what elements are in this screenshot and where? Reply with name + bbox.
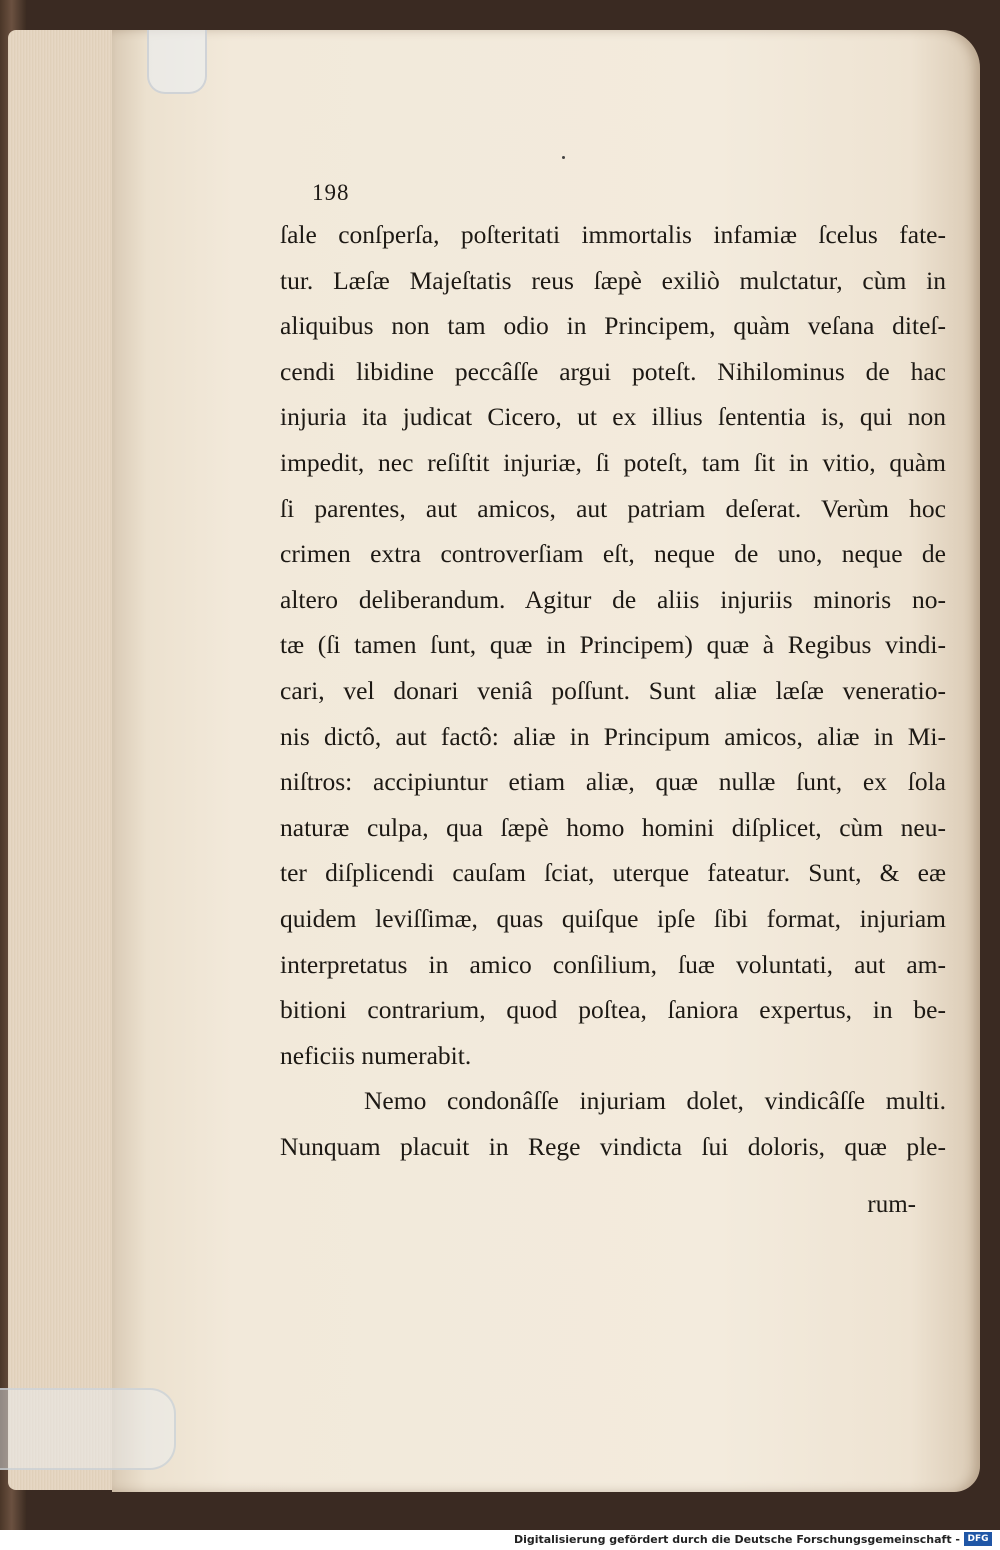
text-line: ſi parentes, aut amicos, aut patriam deſerat. Verùm hoc	[280, 493, 946, 523]
dfg-logo: DFG	[964, 1532, 992, 1546]
text-line: cari, vel donari veniâ poſſunt. Sunt aliæ læſæ veneratio-	[280, 675, 946, 705]
text-line: tur. Læſæ Majeſtatis reus ſæpè exiliò mulctatur, cùm in	[280, 265, 946, 295]
text-line: tæ (ſi tamen ſunt, quæ in Principem) quæ à Regibus vindi-	[280, 630, 946, 660]
text-line: ſale conſperſa, poſteritati immortalis infamiæ ſcelus fate-	[280, 220, 946, 249]
text-line: ter diſplicendi cauſam ſciat, uterque fateatur. Sunt, & eæ	[280, 858, 946, 888]
text-line: naturæ culpa, qua ſæpè homo homini diſplicet, cùm neu-	[280, 812, 946, 842]
paragraph-end-line: neficiis numerabit.	[280, 1040, 472, 1070]
paragraph-start-line: Nemo condonâſſe injuriam dolet, vindicâſſe multi.	[364, 1086, 946, 1116]
page-tab-top	[147, 30, 207, 94]
text-line: niſtros: accipiuntur etiam aliæ, quæ nullæ ſunt, ex ſola	[280, 767, 946, 797]
text-line: interpretatus in amico conſilium, ſuæ voluntati, aut am-	[280, 949, 946, 979]
digitization-credit: Digitalisierung gefördert durch die Deutsche Forschungsgemeinschaft -	[513, 1533, 960, 1546]
text-line: impedit, nec reſiſtit injuriæ, ſi poteſt, tam ſit in vitio, quàm	[280, 447, 946, 477]
page-edges	[8, 30, 120, 1490]
text-line: aliquibus non tam odio in Principem, quàm veſana diteſ-	[280, 311, 946, 341]
text-line: nis dictô, aut factô: aliæ in Principum amicos, aliæ in Mi-	[280, 721, 946, 751]
body-text	[280, 212, 946, 1169]
text-line: bitioni contrarium, quod poſtea, ſaniora expertus, in be-	[280, 995, 946, 1025]
text-line: cendi libidine peccâſſe argui poteſt. Nihilominus de hac	[280, 356, 946, 386]
page-number: 198	[312, 180, 350, 205]
catchword: rum-	[867, 1191, 916, 1218]
text-line: Nunquam placuit in Rege vindicta ſui doloris, quæ ple-	[280, 1131, 946, 1161]
text-line: injuria ita judicat Cicero, ut ex illius ſententia is, qui non	[280, 402, 946, 432]
ink-speck	[562, 156, 565, 159]
text-line: altero deliberandum. Agitur de aliis injuriis minoris no-	[280, 584, 946, 614]
page-tab-bottom	[0, 1388, 176, 1470]
text-line: quidem leviſſimæ, quas quiſque ipſe ſibi format, injuriam	[280, 903, 946, 933]
text-line: crimen extra controverſiam eſt, neque de uno, neque de	[280, 539, 946, 569]
